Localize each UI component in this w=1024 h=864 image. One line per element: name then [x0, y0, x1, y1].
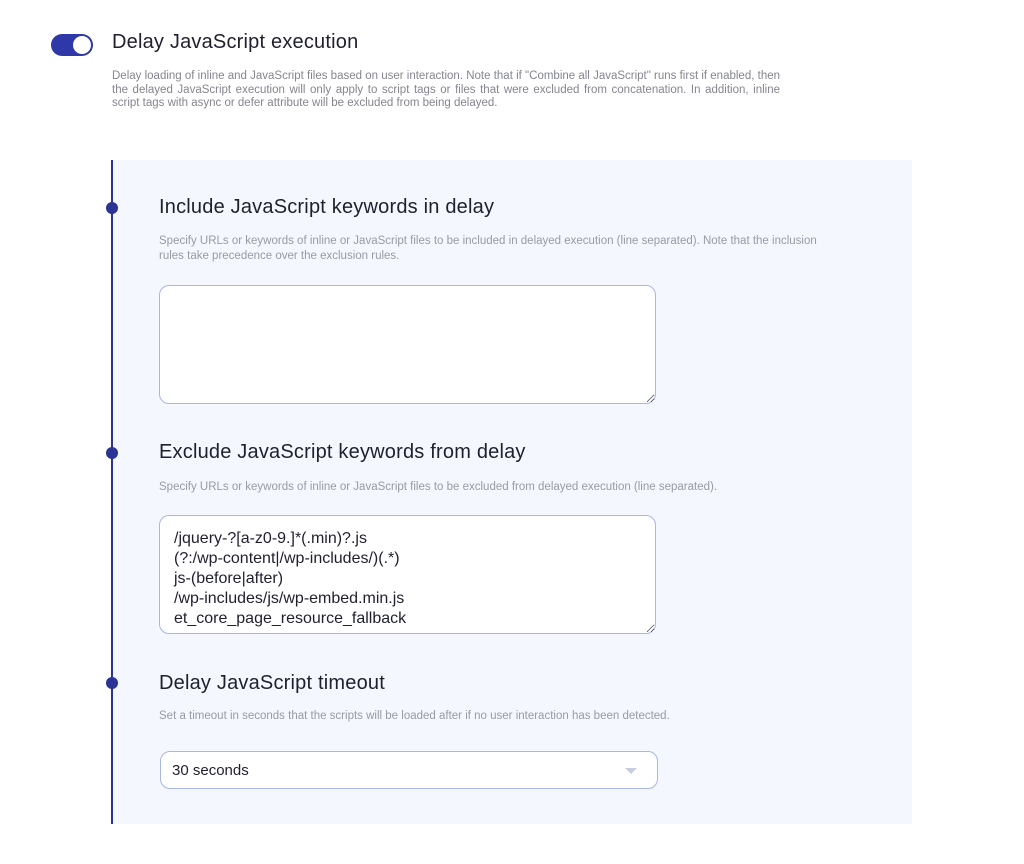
timeout-title: Delay JavaScript timeout: [159, 672, 386, 694]
timeout-select[interactable]: [160, 751, 658, 789]
timeout-selected-value: 30 seconds: [172, 762, 249, 779]
delay-js-toggle[interactable]: [51, 34, 93, 56]
include-keywords-title: Include JavaScript keywords in delay: [159, 196, 495, 218]
exclude-keywords-textarea[interactable]: [159, 515, 656, 634]
exclude-keywords-description: Specify URLs or keywords of inline or JavaScript files to be excluded from delayed execution (line separated).: [159, 481, 718, 493]
delay-js-title: Delay JavaScript execution: [112, 31, 359, 53]
toggle-knob: [73, 36, 91, 54]
timeline-dot-include: [106, 202, 118, 214]
include-keywords-description: Specify URLs or keywords of inline or JavaScript files to be included in delayed execution (line separated). Note that the inclusion rules take precedence over the exclusion rules.: [159, 235, 817, 262]
timeline-dot-exclude: [106, 447, 118, 459]
delay-js-description: Delay loading of inline and JavaScript files based on user interaction. Note that if "Combine all JavaScript" runs first if enabled, then the delayed JavaScript execution will only apply to script tags or files that were excluded from concatenation. In addition, inline script tags with async or defer attribute will be excluded from being delayed.: [112, 70, 780, 110]
chevron-down-icon: [625, 768, 637, 774]
timeout-description: Set a timeout in seconds that the scripts will be loaded after if no user interaction has been detected.: [159, 710, 670, 722]
exclude-keywords-title: Exclude JavaScript keywords from delay: [159, 441, 526, 463]
timeline-dot-timeout: [106, 677, 118, 689]
include-keywords-textarea[interactable]: [159, 285, 656, 404]
timeline-line: [111, 160, 113, 824]
